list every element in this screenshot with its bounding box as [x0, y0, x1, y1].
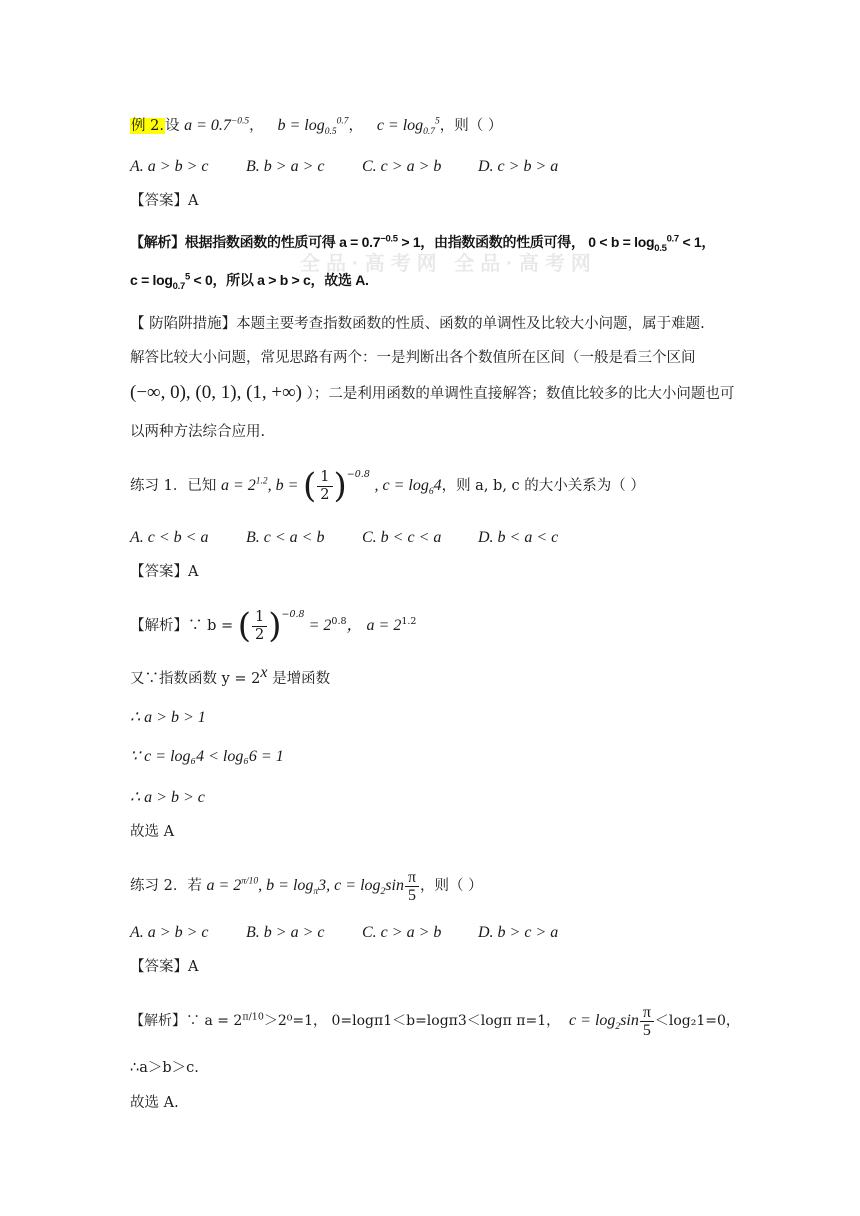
practice2-conclusion: 故选 A.	[130, 1095, 179, 1111]
tips-line1: 【 防陷阱措施】本题主要考查指数函数的性质、函数的单调性及比较大小问题，属于难题.	[130, 316, 705, 332]
example2-analysis-line2: $c = \log_{0.7}^5 < 0$，所以 a > b > c，故选 A.	[130, 271, 369, 292]
example2-suffix: ，则（ ）	[439, 118, 503, 134]
option-a: A. a > b > c	[130, 924, 209, 941]
option-d: D. b < a < c	[478, 529, 559, 546]
practice2-options	[130, 921, 594, 945]
tips-intervals: (−∞, 0), (0, 1), (1, +∞)	[130, 382, 302, 403]
practice2-question: 练习 2．若 $a = 2^{\pi/10}$, $b = \log_\pi 3$, $c = \log_2\sin$ $\frac{\pi}{5}$ ，则（ ）	[130, 868, 483, 904]
tips-line4: 以两种方法综合应用.	[130, 424, 266, 440]
option-b: B. c < a < b	[246, 529, 325, 546]
tips-line3: (−∞, 0), (0, 1), (1, +∞) ）；二是利用函数的单调性直接解答；数值比较多的比大小问题也可	[130, 382, 735, 403]
practice1-answer: 【答案】A	[130, 564, 199, 580]
practice1-step1: 又∵指数函数 $y = 2^x$ 是增函数	[130, 664, 331, 687]
option-b: B. b > a > c	[246, 158, 325, 175]
example2-label: 例 2.	[131, 118, 164, 134]
practice1-step3: ∵ c = log₆4 < log₆6 = 1	[130, 748, 284, 765]
tips-line2: 解答比较大小问题，常见思路有两个：一是判断出各个数值所在区间（一般是看三个区间	[130, 350, 696, 366]
practice2-analysis: 【解析】∵ $a = 2^{\pi/10}>2^0=1$， 0=logπ1＜b=logπ3＜logπ π=1， $c = \log_2\sin$ $\frac{\pi}{5}$ ＜log₂1=0，	[130, 1003, 740, 1039]
option-b: B. b > a > c	[246, 924, 325, 941]
option-d: D. b > c > a	[478, 924, 559, 941]
option-a: A. c < b < a	[130, 529, 209, 546]
option-c: C. c > a > b	[362, 158, 442, 175]
option-a: A. a > b > c	[130, 158, 209, 175]
practice1-c: , $c = \log_64$	[374, 477, 442, 498]
example2-prefix: 设	[164, 118, 180, 134]
watermark: 全品·高考网 全品·高考网	[300, 253, 597, 275]
example2-question: 例 2.设 $a = 0.7^{-0.5}$， $b = \log_{0.5}^{0.7}$， $c = \log_{0.7}^5$，则（ ）	[131, 116, 503, 138]
practice1-question: 练习 1．已知 $a = 2^{1.2}$, b = ( $\frac{1}{2}$ )$^{-0.8}$ , $c = \log_64$，则 a, b, c 的大小关系为（ ）	[130, 466, 645, 506]
example2-analysis-line1: 【解析】根据指数函数的性质可得 $a = 0.7^{-0.5} > 1$，由指数函数的性质可得， $0 < b = \log_{0.5}^{0.7} < 1$，	[130, 233, 716, 254]
practice2-result: ∴a＞b＞c.	[130, 1060, 199, 1076]
example2-a: $a = 0.7^{-0.5}$	[184, 116, 250, 134]
practice1-step4: ∴ a > b > c	[130, 789, 205, 806]
practice1-options	[130, 526, 594, 550]
example2-c: $c = \log_{0.7}^5$	[376, 116, 440, 138]
practice1-a: $a = 2^{1.2}$	[220, 476, 268, 494]
example2-answer: 【答案】A	[130, 193, 199, 209]
practice1-analysis: 【解析】∵ b = ( $\frac{1}{2}$ )$^{-0.8} = 2^{0.8}$， $a = 2^{1.2}$	[130, 606, 417, 646]
practice2-answer: 【答案】A	[130, 959, 199, 975]
example2-options	[130, 155, 594, 179]
option-d: D. c > b > a	[478, 158, 559, 175]
practice1-step2: ∴ a > b > 1	[130, 709, 206, 726]
practice1-conclusion: 故选 A	[130, 824, 175, 840]
option-c: C. c > a > b	[362, 924, 442, 941]
example2-b: $b = \log_{0.5}^{0.7}$	[277, 116, 349, 138]
option-c: C. b < c < a	[362, 529, 442, 546]
